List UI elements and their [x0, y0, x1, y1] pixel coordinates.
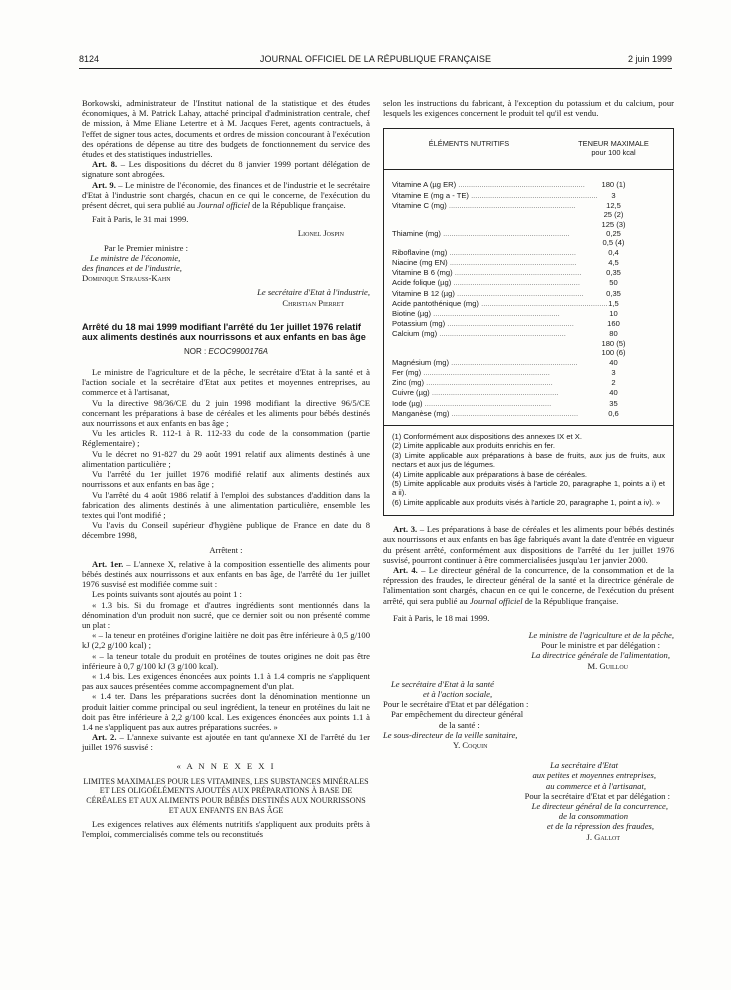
journal-title: JOURNAL OFFICIEL DE LA RÉPUBLIQUE FRANÇAISE: [259, 54, 492, 64]
sig1-line3: La directrice générale de l'alimentation,: [531, 650, 670, 661]
max-value: [554, 258, 673, 268]
points-added: Les points suivants sont ajoutés au point 1 :: [92, 589, 242, 600]
max-value-line: 180 (5): [601, 338, 626, 348]
max-value-line: 0,4: [608, 247, 619, 257]
max-value: [554, 409, 673, 419]
nor-label: NOR :: [183, 346, 209, 356]
table-row: [384, 378, 673, 388]
max-value-line: 50: [609, 278, 618, 288]
nutrient-label: Acide pantothénique (mg): [392, 298, 479, 308]
table-footnote: (4) Limite applicable aux préparations à base de céréales.: [392, 469, 588, 479]
max-value-line: 0,6: [608, 408, 619, 418]
max-value-line: 1,5: [608, 298, 619, 308]
point-1-3-bis-a: « – la teneur en protéines d'origine laitière ne doit pas être inférieure à 0,5 g/100 kJ (2,2 g/100 kcal) ;: [82, 630, 370, 651]
max-value-line: 35: [609, 398, 618, 408]
preamble-arrete-1986: Vu l'arrêté du 4 août 1986 relatif à l'emploi des substances d'addition dans la fabrication des aliments destinés à une alimentation particulière, ensemble les textes qui l'ont modifié ;: [82, 489, 370, 520]
table-row: [384, 368, 673, 378]
leader-dots: ............................................................: [468, 190, 598, 200]
nutrient-label: Biotine (µg): [392, 309, 431, 319]
preamble-decree: Vu le décret no 91-827 du 29 août 1991 relatif aux aliments destinés à une alimentation particulière ;: [82, 448, 370, 469]
article-8: [82, 159, 370, 179]
journal-officiel-ref: Journal officiel: [197, 200, 251, 211]
table-notes: [384, 425, 673, 515]
max-value: [554, 180, 673, 190]
article-2: [82, 732, 370, 752]
nutrient-name: [384, 200, 576, 229]
preamble-code: Vu les articles R. 112-1 à R. 112-33 du code de la consommation (partie Réglementaire) ;: [82, 428, 370, 449]
point-1-3-bis: « 1.3 bis. Si du fromage et d'autres ingrédients sont mentionnés dans la dénomination d'un produit non sucré, que ce dernier soit ou non présenté comme un plat :: [82, 599, 370, 630]
page-header: [79, 52, 672, 69]
article-4-label: Art. 4.: [393, 564, 418, 575]
max-value: [554, 248, 673, 258]
article-3: [383, 524, 674, 565]
article-9: [82, 180, 370, 211]
nutrient-name: [384, 278, 580, 288]
max-value-line: 0,35: [606, 288, 621, 298]
nutrient-label: Acide folique (µg): [392, 278, 452, 288]
by-prime-minister: Par le Premier ministre :: [104, 242, 189, 253]
annex-intro-continued: selon les instructions du fabricant, à l'exception du potassium et du calcium, pour lesquels les exigences concernent le produit tel qu'il est vendu.: [383, 98, 674, 119]
leader-dots: ............................................................: [424, 378, 553, 388]
max-value-line: 40: [609, 357, 618, 367]
sig1-name: M. Guillou: [587, 660, 628, 671]
max-value-line: 10: [609, 309, 618, 319]
nutrient-label: Magnésium (mg): [392, 357, 449, 367]
arretent: Arrêtent :: [209, 544, 243, 555]
intro-paragraph: Borkowski, administrateur de l'Institut national de la statistique et des études économiques, à M. Patrick Lahay, attaché principal d'administration centrale, chef de mission, à Mme Eliane Letertre et à M. Jacques Feret, agents contractuels, à l'effet de signer tous actes, documents et ordres de mission concourant à l'exécution des opérations de dépense au titre des budgets de fonctionnement du service des études et des statistiques industrielles.: [82, 98, 370, 160]
sig2-line6: Le sous-directeur de la veille sanitaire,: [383, 729, 518, 740]
preamble-arrete-1976: Vu l'arrêté du 1er juillet 1976 modifié relatif aux aliments destinés aux nourrissons et aux enfants en bas âge ;: [82, 469, 370, 490]
table-row: [384, 191, 673, 201]
minister-title-2: des finances et de l'industrie,: [82, 263, 182, 274]
max-value: [554, 368, 673, 378]
table-row: [384, 329, 673, 357]
sig3-line2: aux petites et moyennes entreprises,: [532, 770, 656, 781]
decree-title: Arrêté du 18 mai 1999 modifiant l'arrêté du 1er juillet 1976 relatif aux aliments destinés aux nourrissons et aux enfants en bas âge: [82, 321, 366, 343]
nutrient-name: [384, 388, 559, 398]
minister-name: Dominique Strauss-Kahn: [82, 273, 171, 284]
nutrient-table: [383, 128, 674, 516]
article-4: [383, 565, 674, 606]
nutrient-name: [384, 288, 584, 299]
table-row: [384, 278, 673, 288]
sig3-line5: Le directeur général de la concurrence,: [531, 801, 668, 812]
sig2-line4: Par empêchement du directeur général: [391, 709, 524, 720]
max-value: [554, 329, 673, 357]
leader-dots: ............................................................: [451, 278, 580, 288]
place-date-2: Fait à Paris, le 18 mai 1999.: [393, 612, 490, 623]
max-value: [554, 268, 673, 278]
nutrient-label: Riboflavine (mg): [392, 247, 448, 257]
article-8-text: – Les dispositions du décret du 8 janvier 1999 portant délégation de signature sont abrogées.: [82, 159, 370, 180]
article-1-text: – L'annexe X, relative à la composition essentielle des aliments pour bébés destinés aux nourrissons et aux enfants en bas âge, de l'arrêté du 1er juillet 1976 susvisé est modifiée comme suit :: [82, 558, 370, 590]
nutrient-label: Calcium (mg): [392, 329, 438, 339]
leader-dots: ............................................................: [448, 357, 578, 367]
sig3-line3: au commerce et à l'artisanat,: [545, 780, 646, 791]
max-value: [554, 289, 673, 299]
max-value: [554, 319, 673, 329]
nutrient-label: Vitamine A (µg ER): [392, 180, 457, 190]
nutrient-label: Cuivre (µg): [392, 388, 430, 398]
table-row: [384, 201, 673, 229]
preamble-directive: Vu la directive 98/36/CE du 2 juin 1998 modifiant la directive 96/5/CE concernant les préparations à base de céréales et les aliments pour bébés destinés aux nourrissons et aux enfants en bas âge ;: [82, 397, 370, 429]
table-row: [384, 248, 673, 258]
max-value: [554, 299, 673, 309]
nutrient-label: Fer (mg): [392, 367, 422, 377]
max-value: [554, 201, 673, 229]
right-column: [383, 98, 674, 958]
max-value-line: 0,35: [606, 268, 621, 278]
max-value-line: 2: [611, 378, 616, 388]
nutrient-name: [384, 247, 576, 258]
max-value-line: 3: [611, 367, 616, 377]
table-row: [384, 399, 673, 409]
leader-dots: ............................................................: [456, 180, 585, 190]
nutrient-label: Potassium (mg): [392, 319, 446, 329]
nutrient-name: [384, 378, 554, 388]
max-value-line: 3: [611, 190, 616, 200]
leader-dots: ............................................................: [422, 398, 552, 408]
max-value: [554, 229, 673, 248]
issue-date: 2 juin 1999: [627, 54, 672, 64]
leader-dots: ............................................................: [454, 288, 584, 298]
leader-dots: ............................................................: [440, 229, 570, 239]
table-row: [384, 319, 673, 329]
nutrient-name: [384, 258, 577, 268]
max-value: [554, 378, 673, 388]
table-row: [384, 258, 673, 268]
nutrient-label: Vitamine E (mg a - TE): [392, 190, 469, 200]
table-footnote: (6) Limite applicable aux produits visés à l'article 20, paragraphe 1, point a iv). »: [392, 497, 661, 507]
sig1-line2: Pour le ministre et par délégation :: [541, 640, 660, 651]
max-value: [554, 388, 673, 398]
article-4-text-end: de la République française.: [522, 595, 619, 606]
point-1-3-bis-b: « – la teneur totale du produit en protéines de toutes origines ne doit pas être inférieure à 0,7 g/100 kJ (3 g/100 kcal).: [82, 650, 370, 671]
table-row: [384, 268, 673, 278]
nutrient-label: Vitamine B 6 (mg): [392, 268, 453, 278]
leader-dots: ............................................................: [437, 329, 566, 339]
sig2-line5: de la santé :: [439, 719, 480, 730]
preamble-avis: Vu l'avis du Conseil supérieur d'hygiène publique de France en date du 8 décembre 1998,: [82, 520, 370, 541]
max-value-line: 100 (6): [601, 348, 626, 358]
nutrient-label: Zinc (mg): [392, 378, 425, 388]
column-header-max: [554, 129, 673, 169]
max-value-line: 80: [609, 329, 618, 339]
max-value: [554, 358, 673, 368]
journal-officiel-ref-2: Journal officiel: [469, 595, 523, 606]
table-footnote: (5) Limite applicable aux produits visés à l'article 20, paragraphe 1, points a i) et a ii).: [392, 478, 665, 498]
article-9-text: – Le ministre de l'économie, des finances et de l'industrie et le secrétaire d'Etat à l'industrie sont chargés, chacun en ce qui le concerne, de l'exécution du présent décret, qui sera publié au: [82, 179, 370, 211]
minister-title-1: Le ministre de l'économie,: [90, 252, 181, 263]
max-value-line: 4,5: [608, 258, 619, 268]
nor-reference: [82, 347, 370, 357]
table-header: [384, 129, 673, 170]
article-3-text: – Les préparations à base de céréales et les aliments pour bébés destinés aux nourrissons et aux enfants en bas âge fabriqués avant la date d'entrée en vigueur du présent arrêté, conformément aux dispositions de l'arrêté du 1er juillet 1976 susvisé, pourront continuer à être commercialisées jusqu'au 1er janvier 2000.: [383, 524, 675, 565]
nor-code: ECOC9900176A: [208, 346, 269, 356]
max-value: [554, 278, 673, 288]
article-2-text: – L'annexe suivante est ajoutée en tant qu'annexe XI de l'arrêté du 1er juillet 1976 susvisé :: [82, 732, 370, 753]
sig1-line1: Le ministre de l'agriculture et de la pêche,: [528, 629, 674, 640]
sig2-line3: Pour le secrétaire d'Etat et par délégation :: [383, 699, 529, 710]
nutrient-label: Vitamine C (mg): [392, 200, 447, 210]
article-4-text: – Le directeur général de la concurrence, de la consommation et de la répression des fraudes, le directeur général de la santé et la directrice générale de l'alimentation sont chargés, chacun en ce qui le concerne, de l'exécution du présent arrêté, qui sera publié au: [383, 564, 674, 606]
leader-dots: ............................................................: [447, 247, 576, 257]
sig3-line4: Pour la secrétaire d'Etat et par délégation :: [524, 790, 670, 801]
article-8-label: Art. 8.: [92, 159, 118, 170]
annex-heading: « A N N E X E X I: [176, 760, 276, 771]
article-1-label: Art. 1er.: [92, 558, 124, 569]
table-row: [384, 409, 673, 419]
max-value-line: 0,25: [606, 229, 621, 239]
secretary-title: Le secrétaire d'Etat à l'industrie,: [257, 287, 370, 298]
signature-sante: [383, 679, 674, 750]
article-9-text-end: de la République française.: [250, 200, 346, 211]
article-2-label: Art. 2.: [92, 732, 117, 743]
signature-commerce: [383, 760, 674, 842]
max-value-line: 160: [607, 319, 620, 329]
page-number: 8124: [79, 54, 100, 64]
leader-dots: ............................................................: [449, 408, 579, 418]
sig3-line7: et de la répression des fraudes,: [546, 821, 654, 832]
leader-dots: ............................................................: [445, 319, 574, 329]
table-row: [384, 388, 673, 398]
nutrient-name: [384, 268, 582, 278]
leader-dots: ............................................................: [446, 200, 576, 210]
secretary-name: Christian Pierret: [282, 297, 344, 308]
nutrient-name: [384, 368, 554, 378]
column-header-nutrients: ÉLÉMENTS NUTRITIFS: [428, 139, 510, 149]
annex-title: LIMITES MAXIMALES POUR LES VITAMINES, LES SUBSTANCES MINÉRALES ET LES OLIGOÉLÉMENTS AJOUTÉS AUX PRÉPARATIONS À BASE DE CÉRÉALES ET AUX ALIMENTS POUR BÉBÉS DESTINÉS AUX NOURRISSONS ET AUX ENFANTS EN BAS ÂGE: [83, 776, 369, 815]
leader-dots: ............................................................: [431, 309, 560, 319]
table-row: [384, 309, 673, 319]
table-footnote: (2) Limite applicable aux produits enrichis en fer.: [392, 441, 555, 451]
sig3-line6: de la consommation: [558, 811, 628, 822]
nutrient-name: [384, 399, 554, 409]
annex-intro: Les exigences relatives aux éléments nutritifs s'appliquent aux produits prêts à l'emploi, commercialisés comme tels ou reconstitués: [82, 819, 370, 840]
table-row: [384, 299, 673, 309]
max-value-line: 180 (1): [601, 180, 626, 190]
max-value-line: 12,5: [606, 200, 621, 210]
article-1: [82, 559, 370, 590]
nutrient-name: [384, 190, 598, 201]
nutrient-label: Iode (µg): [392, 398, 423, 408]
leader-dots: ............................................................: [452, 268, 582, 278]
article-3-label: Art. 3.: [393, 524, 418, 535]
nutrient-label: Thiamine (mg): [392, 229, 441, 239]
max-value-line: 0,5 (4): [602, 238, 625, 248]
nutrient-label: Vitamine B 12 (µg): [392, 288, 455, 298]
nutrient-name: [384, 180, 585, 190]
point-1-4-ter: « 1.4 ter. Dans les préparations sucrées dont la dénomination mentionne un produit laitier comme principal ou seul ingrédient, la teneur en protéines du lait ne doit pas être inférieure à 2,2 g/100 kcal. Les exigences énoncées aux points 1.1 à 1.4 ne s'appliquent pas aux autres préparations sucrées. »: [82, 691, 370, 732]
nutrient-name: [384, 357, 578, 368]
nutrient-name: [384, 309, 560, 319]
place-date: Fait à Paris, le 31 mai 1999.: [92, 214, 189, 225]
max-value: [554, 309, 673, 319]
max-value-line: 25 (2): [603, 210, 624, 220]
nutrient-name: [384, 408, 579, 419]
sig2-line2: et à l'action sociale,: [423, 689, 493, 699]
nutrient-name: [384, 229, 570, 248]
signatory-pm: Lionel Jospin: [297, 228, 344, 239]
leader-dots: ............................................................: [421, 367, 550, 377]
nutrient-name: [384, 329, 566, 357]
table-row: [384, 229, 673, 248]
leader-dots: ............................................................: [478, 298, 608, 308]
nutrient-name: [384, 298, 608, 309]
sig2-name: Y. Coquin: [453, 740, 488, 751]
table-row: [384, 180, 673, 190]
table-row: [384, 289, 673, 299]
column-header-max-line2: pour 100 kcal: [591, 148, 636, 158]
sig3-line1: La secrétaire d'Etat: [550, 760, 618, 771]
column-header-max-line1: TENEUR MAXIMALE: [578, 139, 649, 149]
max-value: [554, 191, 673, 201]
signature-agriculture: [383, 630, 674, 671]
nutrient-label: Manganèse (mg): [392, 408, 450, 418]
table-footnote: (1) Conformément aux dispositions des annexes IX et X.: [392, 431, 582, 441]
table-footnote: (3) Limite applicable aux préparations à base de fruits, aux jus de fruits, aux nectars et aux jus de légumes.: [392, 450, 665, 470]
max-value: [554, 399, 673, 409]
left-column: [82, 98, 370, 988]
sig3-name: J. Gallot: [586, 831, 620, 842]
nutrient-label: Niacine (mg EN): [392, 258, 448, 268]
nutrient-name: [384, 319, 574, 329]
max-value-line: 40: [609, 388, 618, 398]
max-value-line: 125 (3): [601, 219, 626, 229]
article-9-label: Art. 9.: [92, 179, 116, 190]
preamble-ministers: Le ministre de l'agriculture et de la pêche, le secrétaire d'Etat à la santé et à l'action sociale et la secrétaire d'Etat aux petites et moyennes entreprises, au commerce et à l'artisanat,: [82, 367, 370, 398]
table-body: [384, 170, 673, 425]
leader-dots: ............................................................: [429, 388, 559, 398]
point-1-4-bis: « 1.4 bis. Les exigences énoncées aux points 1.1 à 1.4 compris ne s'appliquent pas aux sauces présentées comme accompagnement d'un plat.: [82, 670, 370, 692]
sig2-line1: Le secrétaire d'Etat à la santé: [391, 678, 494, 689]
leader-dots: ............................................................: [447, 258, 577, 268]
table-row: [384, 358, 673, 368]
